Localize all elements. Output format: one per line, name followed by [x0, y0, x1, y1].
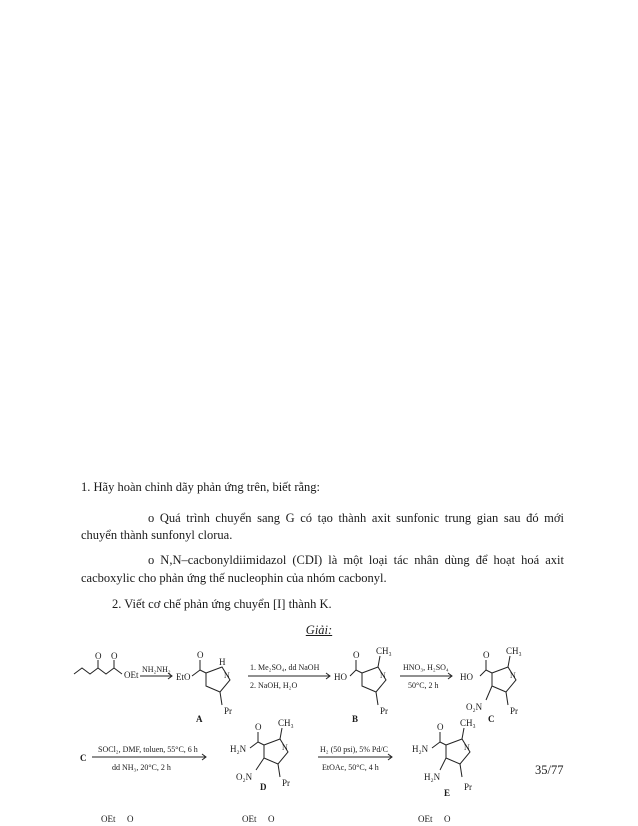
start-o-2: O [111, 651, 118, 661]
a-o-label: O [197, 650, 204, 660]
c-ch3-label: CH₃ [506, 646, 522, 656]
e-ch3-label: CH₃ [460, 718, 476, 728]
label-d: D [260, 782, 267, 792]
c-o-label: O [483, 650, 490, 660]
fragment-2-oet: OEt [242, 814, 257, 824]
b-ho-label: HO [334, 672, 347, 682]
fragment-3-o: O [444, 814, 451, 824]
label-a: A [196, 714, 203, 724]
d-h2n-label: H₂N [230, 744, 247, 754]
c-ho-label: HO [460, 672, 473, 682]
label-c: C [488, 714, 495, 724]
reagent-2-bottom: 2. NaOH, H₂O [250, 681, 298, 690]
c-n-label: N [510, 671, 516, 680]
reagent-4-top: SOCl₂, DMF, toluen, 55°C, 6 h [98, 745, 198, 754]
solution-heading: Giải: [305, 623, 333, 637]
page-number: 35/77 [535, 763, 564, 777]
label-b: B [352, 714, 359, 724]
d-n-label: N [282, 743, 288, 752]
b-pr-label: Pr [380, 706, 389, 716]
a-pr-label: Pr [224, 706, 233, 716]
e-n-label: N [464, 743, 470, 752]
fragment-1-o: O [127, 814, 134, 824]
question-2: 2. Viết cơ chế phản ứng chuyển [I] thành K. [112, 597, 332, 611]
alkyl-chain [74, 668, 122, 674]
a-eto-label: EtO [176, 672, 191, 682]
reagent-4-bottom: dd NH₃, 20°C, 2 h [112, 763, 171, 772]
e-h2n-label: H₂N [412, 744, 429, 754]
d-o-label: O [255, 722, 262, 732]
b-o-label: O [353, 650, 360, 660]
e-h2n-bottom-label: H₂N [424, 772, 441, 782]
e-pr-label: Pr [464, 782, 473, 792]
reagent-1: NH₂NH₂ [142, 665, 171, 674]
b-ch3-label: CH₃ [376, 646, 392, 656]
start-oet-label: OEt [124, 670, 139, 680]
bullet-2-line-2: cacboxylic cho phản ứng thế nucleophin của nhóm cacbonyl. [81, 571, 387, 585]
reagent-2-top: 1. Me₂SO₄, dd NaOH [250, 663, 320, 672]
d-o2n-label: O₂N [236, 772, 253, 782]
d-pr-label: Pr [282, 778, 291, 788]
reagent-3-bottom: 50°C, 2 h [408, 681, 439, 690]
reagent-3-top: HNO₃, H₂SO₄ [403, 663, 449, 672]
c-o2n-label: O₂N [466, 702, 483, 712]
start-o-1: O [95, 651, 102, 661]
label-c-start: C [80, 753, 87, 763]
a-n-label: N [224, 671, 230, 680]
fragment-2-o: O [268, 814, 275, 824]
reagent-5-top: H₂ (50 psi), 5% Pd/C [320, 745, 388, 754]
label-e: E [444, 788, 451, 798]
d-ch3-label: CH₃ [278, 718, 294, 728]
a-h-label: H [219, 657, 226, 667]
reagent-5-bottom: EtOAc, 50°C, 4 h [322, 763, 379, 772]
bullet-2-line-1: o N,N–cacbonyldiimidazol (CDI) là một loại tác nhân dùng để hoạt hoá axit [148, 553, 564, 567]
fragment-1-oet: OEt [101, 814, 116, 824]
fragment-3-oet: OEt [418, 814, 433, 824]
question-1: 1. Hãy hoàn chỉnh dãy phản ứng trên, biết rằng: [81, 480, 321, 494]
bullet-1-line-1: o Quá trình chuyển sang G có tạo thành axit sunfonic trung gian sau đó mới [148, 511, 564, 525]
c-pr-label: Pr [510, 706, 519, 716]
b-n-label: N [380, 671, 386, 680]
bullet-1-line-2: chuyển thành sunfonyl clorua. [81, 528, 233, 542]
e-o-label: O [437, 722, 444, 732]
